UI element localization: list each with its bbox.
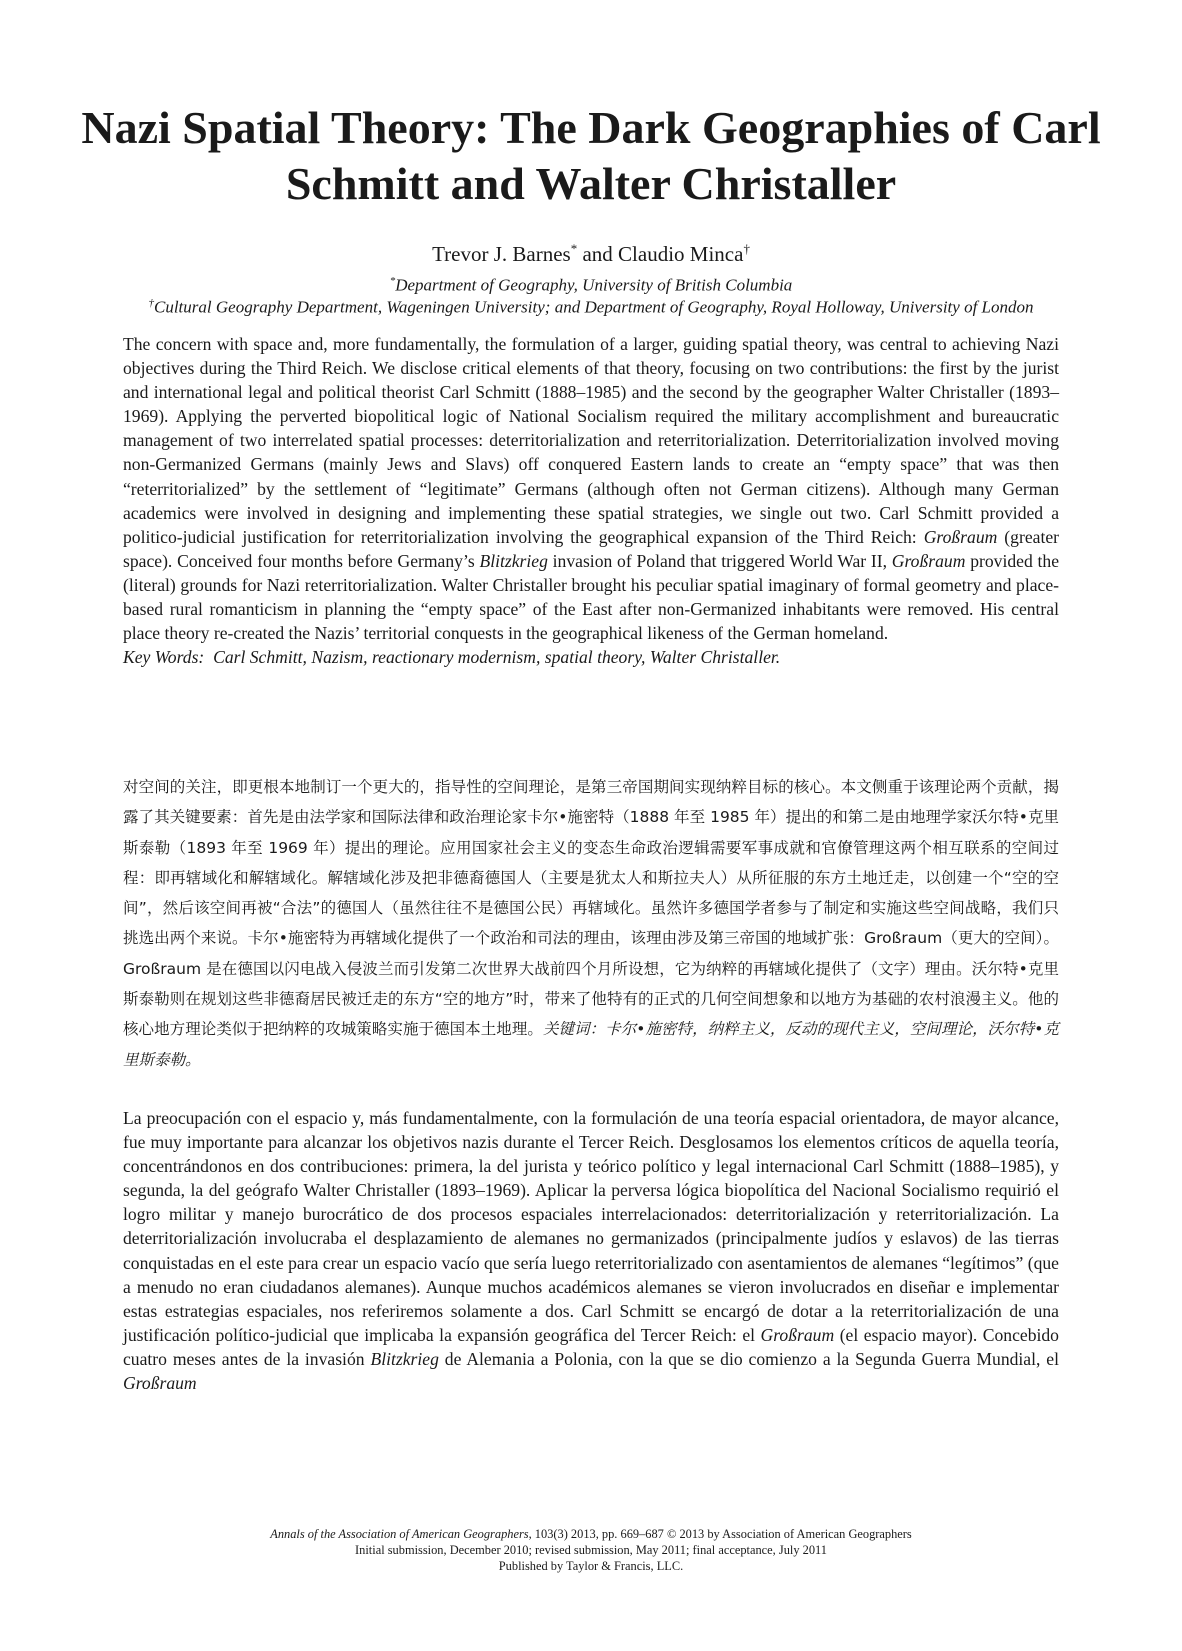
abstract-text: The concern with space and, more fundamentally, the formulation of a larger, guiding spatial theory, was central to achieving Nazi objectives during the Third Reich. We disclose critical elements of that theory, focusing on two contributions: the first by the jurist and international legal and political theorist Carl Schmitt (1888–1985) and the second by the geographer Walter Christaller (1893–1969). Applying the perverted biopolitical logic of National Socialism required the military accomplishment and bureaucratic management of two interrelated spatial processes: deterritorialization and reterritorialization. Deterritorialization involved moving non-Germanized Germans (mainly Jews and Slavs) off conquered Eastern lands to create an “empty space” that was then “reterritorialized” by the settlement of “legitimate” Germans (although often not German citizens). Although many German academics were involved in designing and implementing these spatial strategies, we single out two. Carl Schmitt provided a politico-judicial justification for reterritorialization involving the geographical expansion of the Third Reich: [123, 334, 1059, 547]
abstract-spanish [123, 1106, 1059, 1395]
publisher-line: Published by Taylor & Francis, LLC. [498, 1559, 684, 1573]
abstract-term: Blitzkrieg [370, 1348, 439, 1369]
abstract-chinese [123, 772, 1059, 1075]
abstract-term: Blitzkrieg [479, 550, 548, 571]
abstract-text: La preocupación con el espacio y, más fundamentalmente, con la formulación de una teoría espacial orientadora, de mayor alcance, fue muy importante para alcanzar los objetivos nazis durante el Tercer Reich. Desglosamos los elementos críticos de aquella teoría, concentrándonos en dos contribuciones: primera, la del jurista y teórico político y legal internacional Carl Schmitt (1888–1985), y segunda, la del geógrafo Walter Christaller (1893–1969). Aplicar la perversa lógica biopolítica del Nacional Socialismo requirió el logro militar y manejo burocrático de dos procesos espaciales interrelacionados: deterritorialización y reterritorialización. La deterritorialización involucraba el desplazamiento de alemanes no germanizados (principalmente judíos y eslavos) de las tierras conquistadas en el este para crear un espacio vacío que sería luego reterritorializado con asentamientos de alemanes “legítimos” (que a menudo no eran ciudadanos alemanes). Aunque muchos académicos alemanes se vieron involucrados en diseñar e implementar estas estrategias espaciales, nos referiremos solamente a dos. Carl Schmitt se encargó de dotar a la reterritorialización de una justificación político-judicial que implicaba la expansión geográfica del Tercer Reich: el [123, 1108, 1059, 1345]
abstract-term: Großraum [760, 1324, 835, 1345]
page-footer [40, 1526, 1142, 1574]
affiliation-mark: * [389, 275, 396, 287]
abstract-term: Großraum [123, 1373, 197, 1394]
citation-text: , 103(3) 2013, pp. 669–687 © 2013 by Association of American Geographers [528, 1527, 912, 1541]
affiliation-mark: † [148, 297, 154, 309]
author-mark: * [570, 241, 578, 256]
author-name: Trevor J. Barnes [432, 242, 571, 266]
abstract-english [123, 332, 1059, 669]
abstract-term: Großraum [923, 526, 998, 547]
affiliation-2 [40, 292, 1142, 319]
affiliation-text: Department of Geography, University of British Columbia [395, 275, 793, 295]
article-title: Nazi Spatial Theory: The Dark Geographies of Carl Schmitt and Walter Christaller [81, 102, 1101, 209]
keywords-text: Carl Schmitt, Nazism, reactionary modernism, spatial theory, Walter Christaller. [213, 647, 781, 668]
abstract-text: (greater space). Conceived four months before Germany’s [123, 526, 1059, 571]
author-name: Claudio Minca [618, 242, 744, 266]
abstract-text: (el espacio mayor). Concebido cuatro meses antes de la invasión [123, 1324, 1059, 1369]
abstract-term: Großraum [891, 550, 966, 571]
submission-dates: Initial submission, December 2010; revised submission, May 2011; final acceptance, July 2011 [355, 1543, 827, 1557]
affiliation-text: Cultural Geography Department, Wageningen University; and Department of Geography, Royal Holloway, University of London [154, 297, 1034, 317]
author-line [40, 236, 1142, 267]
abstract-text: invasion of Poland that triggered World War II, [547, 550, 892, 571]
keywords-label: Key Words: [123, 647, 205, 668]
abstract-text: 对空间的关注，即更根本地制订一个更大的，指导性的空间理论，是第三帝国期间实现纳粹目标的核心。本文侧重于该理论两个贡献，揭露了其关键要素：首先是由法学家和国际法律和政治理论家卡尔•施密特（1888 年至 1985 年）提出的和第二是由地理学家沃尔特•克里斯泰勒（1893 年至 1969 年）提出的理论。应用国家社会主义的变态生命政治逻辑需要军事成就和官僚管理这两个相互联系的空间过程：即再辖域化和解辖域化。解辖域化涉及把非德裔德国人（主要是犹太人和斯拉夫人）从所征服的东方土地迁走，以创建一个“空的空间”，然后该空间再被“合法”的德国人（虽然往往不是德国公民）再辖域化。虽然许多德国学者参与了制定和实施这些空间战略，我们只挑选出两个来说。卡尔•施密特为再辖域化提供了一个政治和司法的理由，该理由涉及第三帝国的地域扩张：Großraum（更大的空间）。Großraum 是在德国以闪电战入侵波兰而引发第二次世界大战前四个月所设想，它为纳粹的再辖域化提供了（文字）理由。沃尔特•克里斯泰勒则在规划这些非德裔居民被迁走的东方“空的地方”时，带来了他特有的正式的几何空间想象和以地方为基础的农村浪漫主义。他的核心地方理论类似于把纳粹的攻城策略实施于德国本土地理。 [123, 778, 1059, 1039]
author-conjunction: and [577, 242, 619, 266]
abstract-text: de Alemania a Polonia, con la que se dio comienzo a la Segunda Guerra Mundial, el [438, 1348, 1059, 1369]
author-mark: † [743, 241, 750, 256]
abstract-text: provided the (literal) grounds for Nazi reterritorialization. Walter Christaller brought his peculiar spatial imaginary of formal geometry and place-based rural romanticism in planning the “empty space” of the East after non-Germanized inhabitants were removed. His central place theory re-created the Nazis’ territorial conquests in the geographical likeness of the German homeland. [123, 550, 1060, 644]
keywords-text: 关键词：卡尔•施密特，纳粹主义，反动的现代主义，空间理论，沃尔特•克里斯泰勒。 [123, 1020, 1059, 1069]
journal-name: Annals of the Association of American Geographers [270, 1527, 529, 1541]
citation-line [40, 1526, 1142, 1542]
